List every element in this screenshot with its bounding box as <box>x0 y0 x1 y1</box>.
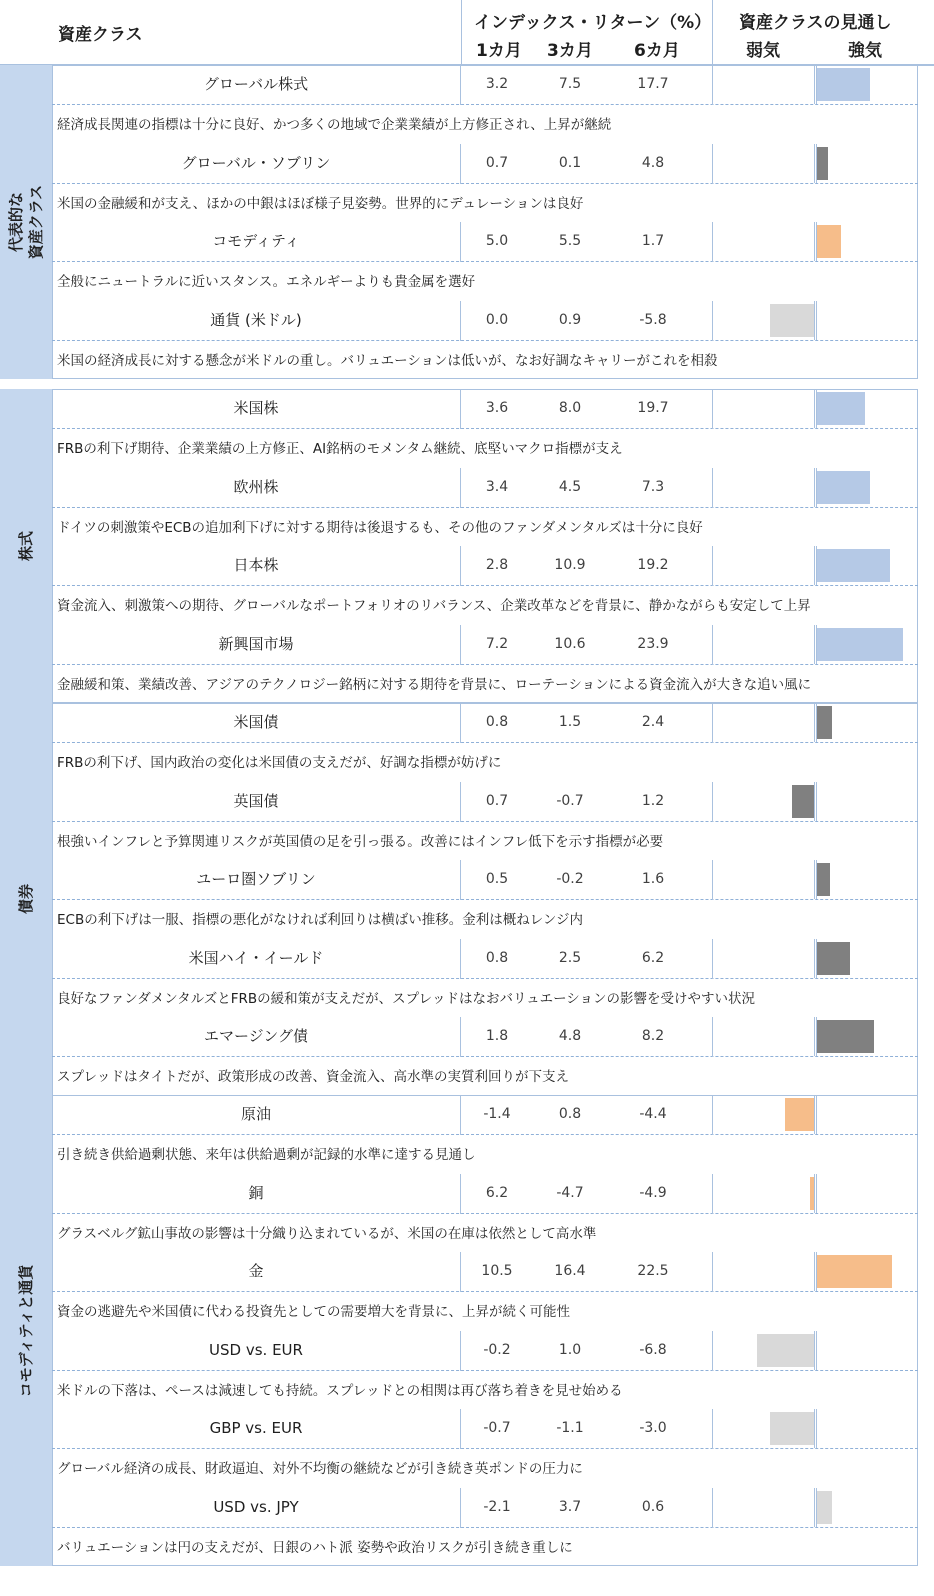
asset-row <box>52 782 918 862</box>
outlook-bar <box>817 942 850 975</box>
outlook-axis <box>814 1174 817 1213</box>
column-divider <box>460 222 461 262</box>
return-6-month: 2.4 <box>641 714 665 730</box>
return-6-month: 22.5 <box>637 1263 669 1279</box>
return-1-month: 0.5 <box>485 871 509 887</box>
asset-name: コモディティ <box>212 232 300 250</box>
asset-comment: 根強いインフレと予算関連リスクが英国債の足を引っ張る。改善にはインフレ低下を示す指標が必要 <box>57 833 664 850</box>
column-divider <box>460 1252 461 1292</box>
return-3-month: -4.7 <box>556 1184 584 1201</box>
asset-main-row <box>52 1095 918 1135</box>
return-3-month: -0.7 <box>556 792 584 809</box>
group-label-text <box>16 884 36 914</box>
outlook-axis <box>814 1409 817 1448</box>
asset-comment: 資金流入、刺激策への期待、グローバルなポートフォリオのリバランス、企業改革などを背景に、静かながらも安定して上昇 <box>57 598 811 614</box>
header-6-month: 6カ月 <box>634 41 680 61</box>
asset-row <box>52 1488 918 1568</box>
asset-row <box>52 860 918 940</box>
return-1-month: 6.2 <box>485 1184 509 1201</box>
outlook-bar <box>817 706 832 739</box>
asset-row <box>52 1017 918 1097</box>
return-3-month: 5.5 <box>558 233 582 249</box>
asset-main-row <box>52 1409 918 1449</box>
return-3-month: -0.2 <box>556 871 584 887</box>
column-divider <box>712 939 713 979</box>
column-divider <box>460 1095 461 1135</box>
header-asset-class: 資産クラス <box>58 25 143 45</box>
asset-comment: 米ドルの下落は、ペースは減速しても持続。スプレッドとの相関は再び落ち着きを見せ始める <box>57 1382 623 1399</box>
outlook-bar <box>817 225 841 258</box>
header-index-return: インデックス・リターン（%） <box>474 13 712 33</box>
asset-comment: 資金の逃避先や米国債に代わる投資先としての需要増大を背景に、上昇が続く可能性 <box>57 1304 570 1320</box>
asset-name: エマージング債 <box>203 1027 309 1045</box>
group-label-text <box>16 531 36 561</box>
return-6-month: 1.2 <box>641 792 665 809</box>
asset-name: 欧州株 <box>233 477 279 496</box>
return-6-month: 19.2 <box>637 557 669 573</box>
return-6-month: 1.7 <box>641 233 665 249</box>
return-3-month: 10.6 <box>554 635 586 652</box>
return-3-month: 10.9 <box>554 557 586 573</box>
return-3-month: 0.1 <box>558 154 582 171</box>
return-6-month: -4.4 <box>639 1106 667 1122</box>
return-1-month: -1.4 <box>483 1106 511 1122</box>
asset-comment: 良好なファンダメンタルズとFRBの緩和策が支えだが、スプレッドはなおバリュエーションの影響を受けやすい状況 <box>57 990 756 1007</box>
column-divider <box>712 1331 713 1371</box>
outlook-bar <box>817 1491 832 1524</box>
outlook-bar <box>817 68 870 101</box>
column-divider <box>712 782 713 822</box>
column-divider <box>460 782 461 822</box>
return-1-month: 1.8 <box>485 1028 509 1044</box>
column-divider <box>712 389 713 429</box>
return-1-month: -2.1 <box>483 1498 511 1515</box>
asset-group <box>0 389 934 703</box>
asset-row <box>52 625 918 705</box>
asset-row <box>52 939 918 1019</box>
asset-name: 通貨 (米ドル) <box>210 310 302 329</box>
asset-comment: グローバル経済の成長、財政逼迫、対外不均衡の継続などが引き続き英ポンドの圧力に <box>57 1461 583 1477</box>
return-3-month: 4.8 <box>558 1028 582 1044</box>
group-label-line: 資産クラス <box>27 184 45 260</box>
asset-row <box>52 1331 918 1411</box>
group-label <box>0 65 52 379</box>
return-3-month: 1.0 <box>558 1341 582 1358</box>
column-divider <box>460 625 461 665</box>
column-divider <box>712 65 713 105</box>
outlook-bar <box>817 471 870 504</box>
return-3-month: 2.5 <box>558 949 582 966</box>
asset-main-row <box>52 222 918 262</box>
group-label <box>0 389 52 703</box>
return-6-month: -4.9 <box>639 1184 667 1201</box>
return-6-month: 17.7 <box>637 76 669 92</box>
column-divider <box>460 1409 461 1449</box>
column-divider <box>712 625 713 665</box>
asset-comment: 経済成長関連の指標は十分に良好、かつ多くの地域で企業業績が上方修正され、上昇が継続 <box>57 117 612 133</box>
asset-main-row <box>52 939 918 979</box>
asset-name: USD vs. JPY <box>213 1497 299 1516</box>
return-6-month: 23.9 <box>637 635 669 652</box>
asset-row <box>52 1409 918 1489</box>
column-divider <box>460 389 461 429</box>
asset-name: USD vs. EUR <box>209 1340 303 1359</box>
column-divider <box>460 860 461 900</box>
asset-comment: 全般にニュートラルに近いスタンス。エネルギーよりも貴金属を選好 <box>57 274 476 290</box>
asset-row <box>52 546 918 626</box>
asset-main-row <box>52 468 918 508</box>
asset-name: 原油 <box>240 1105 271 1123</box>
asset-main-row <box>52 703 918 743</box>
return-6-month: 6.2 <box>641 949 665 966</box>
asset-main-row <box>52 1252 918 1292</box>
asset-name: 米国債 <box>233 713 279 731</box>
column-divider <box>712 144 713 184</box>
column-divider <box>712 222 713 262</box>
asset-main-row <box>52 860 918 900</box>
return-3-month: 1.5 <box>558 714 582 730</box>
column-divider <box>460 1017 461 1057</box>
return-6-month: -3.0 <box>639 1420 667 1436</box>
outlook-axis <box>814 1095 817 1134</box>
outlook-bar <box>817 1255 892 1288</box>
asset-row <box>52 1252 918 1332</box>
asset-main-row <box>52 144 918 184</box>
asset-row <box>52 1095 918 1175</box>
asset-main-row <box>52 301 918 341</box>
return-6-month: 1.6 <box>641 871 665 887</box>
asset-comment: 米国の経済成長に対する懸念が米ドルの重し。バリュエーションは低いが、なお好調なキャリーがこれを相殺 <box>57 352 718 369</box>
asset-main-row <box>52 546 918 586</box>
column-divider <box>460 703 461 743</box>
outlook-axis <box>814 1331 817 1370</box>
column-divider <box>460 65 461 105</box>
outlook-bar <box>817 628 903 661</box>
outlook-bar <box>770 304 814 337</box>
asset-comment: 金融緩和策、業績改善、アジアのテクノロジー銘柄に対する期待を背景に、ローテーションによる資金流入が大きな追い風に <box>57 676 812 693</box>
return-6-month: 8.2 <box>641 1028 665 1044</box>
column-divider <box>712 301 713 341</box>
asset-main-row <box>52 1017 918 1057</box>
asset-row <box>52 65 918 145</box>
column-divider <box>460 939 461 979</box>
asset-row <box>52 389 918 469</box>
return-3-month: 0.9 <box>558 311 582 328</box>
return-6-month: 19.7 <box>637 400 669 416</box>
group-label-line: 代表的な <box>7 192 25 253</box>
return-3-month: 8.0 <box>558 400 582 416</box>
return-3-month: 4.5 <box>558 478 582 495</box>
outlook-bar <box>817 1020 874 1053</box>
header-divider <box>712 0 713 64</box>
return-6-month: 7.3 <box>641 478 665 495</box>
outlook-bar <box>817 392 865 425</box>
column-divider <box>460 1174 461 1214</box>
asset-main-row <box>52 1488 918 1528</box>
return-6-month: 0.6 <box>641 1498 665 1515</box>
asset-name: 米国ハイ・イールド <box>188 948 324 967</box>
outlook-bar <box>817 863 830 896</box>
asset-group <box>0 703 934 1096</box>
return-1-month: 3.6 <box>485 400 509 416</box>
column-divider <box>712 1409 713 1449</box>
return-1-month: 0.7 <box>485 154 509 171</box>
outlook-axis <box>814 782 817 821</box>
asset-comment: 引き続き供給過剰状態、来年は供給過剰が記録的水準に達する見通し <box>57 1147 476 1163</box>
column-divider <box>460 546 461 586</box>
asset-comment: ECBの利下げは一服、指標の悪化がなければ利回りは横ばい推移。金利は概ねレンジ内 <box>57 912 584 928</box>
column-divider <box>712 1252 713 1292</box>
header-bullish: 強気 <box>848 41 882 61</box>
asset-name: 日本株 <box>233 556 279 574</box>
return-6-month: -5.8 <box>639 311 667 328</box>
group-label <box>0 703 52 1096</box>
outlook-axis <box>814 301 817 340</box>
outlook-bar <box>770 1412 814 1445</box>
asset-name: 金 <box>248 1262 264 1280</box>
outlook-bar <box>785 1098 814 1131</box>
return-1-month: 3.2 <box>485 76 509 92</box>
column-divider <box>460 468 461 508</box>
asset-main-row <box>52 1174 918 1214</box>
column-divider <box>712 860 713 900</box>
outlook-bar <box>810 1177 814 1210</box>
asset-group <box>0 65 934 379</box>
group-label-line: 株式 <box>17 530 35 562</box>
return-1-month: 5.0 <box>485 233 509 249</box>
column-divider <box>712 1174 713 1214</box>
table-header <box>0 0 934 66</box>
header-outlook: 資産クラスの見通し <box>739 13 892 33</box>
asset-name: GBP vs. EUR <box>209 1419 303 1437</box>
return-3-month: 3.7 <box>558 1498 582 1515</box>
asset-comment: FRBの利下げ期待、企業業績の上方修正、AI銘柄のモメンタム継続、底堅いマクロ指標が支え <box>57 441 623 457</box>
group-label-line: 債券 <box>17 884 35 915</box>
asset-comment: FRBの利下げ、国内政治の変化は米国債の支えだが、好調な指標が妨げに <box>57 755 502 771</box>
asset-row <box>52 222 918 302</box>
column-divider <box>460 1488 461 1528</box>
column-divider <box>712 1095 713 1135</box>
return-3-month: 16.4 <box>554 1263 586 1279</box>
header-divider <box>461 0 462 64</box>
asset-comment: バリュエーションは円の支えだが、日銀のハト派 姿勢や政治リスクが引き続き重しに <box>57 1539 573 1556</box>
group-label-text <box>6 185 46 260</box>
return-1-month: -0.2 <box>483 1341 511 1358</box>
header-3-month: 3カ月 <box>547 41 593 61</box>
asset-main-row <box>52 625 918 665</box>
return-3-month: 0.8 <box>558 1106 582 1122</box>
asset-row <box>52 301 918 381</box>
return-1-month: 0.8 <box>485 714 509 730</box>
return-3-month: -1.1 <box>556 1420 584 1436</box>
asset-name: ユーロ圏ソブリン <box>196 870 316 888</box>
asset-row <box>52 468 918 548</box>
column-divider <box>460 1331 461 1371</box>
asset-main-row <box>52 389 918 429</box>
return-1-month: 7.2 <box>485 635 509 652</box>
asset-name: 英国債 <box>233 791 279 810</box>
header-bearish: 弱気 <box>746 41 780 61</box>
asset-name: 米国株 <box>233 399 279 417</box>
asset-name: 銅 <box>248 1183 264 1202</box>
return-1-month: -0.7 <box>483 1420 511 1436</box>
asset-row <box>52 1174 918 1254</box>
column-divider <box>712 468 713 508</box>
return-1-month: 0.0 <box>485 311 509 328</box>
outlook-bar <box>757 1334 814 1367</box>
asset-comment: ドイツの刺激策やECBの追加利下げに対する期待は後退するも、その他のファンダメンタルズは十分に良好 <box>57 519 703 536</box>
column-divider <box>712 1488 713 1528</box>
column-divider <box>460 301 461 341</box>
asset-group <box>0 1095 934 1566</box>
group-label-text <box>16 1264 36 1397</box>
return-6-month: -6.8 <box>639 1341 667 1358</box>
asset-name: 新興国市場 <box>218 634 294 653</box>
column-divider <box>712 1017 713 1057</box>
asset-row <box>52 144 918 224</box>
column-divider <box>460 144 461 184</box>
outlook-bar <box>817 147 828 180</box>
asset-main-row <box>52 65 918 105</box>
asset-main-row <box>52 1331 918 1371</box>
return-1-month: 3.4 <box>485 478 509 495</box>
asset-main-row <box>52 782 918 822</box>
return-1-month: 0.7 <box>485 792 509 809</box>
outlook-bar <box>817 549 890 582</box>
group-label-line: コモディティと通貨 <box>17 1264 35 1397</box>
header-1-month: 1カ月 <box>476 41 522 61</box>
outlook-bar <box>792 785 814 818</box>
column-divider <box>712 703 713 743</box>
group-label <box>0 1095 52 1566</box>
return-1-month: 0.8 <box>485 949 509 966</box>
return-6-month: 4.8 <box>641 154 665 171</box>
asset-name: グローバル株式 <box>203 75 309 93</box>
column-divider <box>712 546 713 586</box>
asset-name: グローバル・ソブリン <box>181 153 331 172</box>
asset-row <box>52 703 918 783</box>
return-1-month: 10.5 <box>481 1263 513 1279</box>
return-1-month: 2.8 <box>485 557 509 573</box>
asset-comment: スプレッドはタイトだが、政策形成の改善、資金流入、高水準の実質利回りが下支え <box>57 1069 570 1085</box>
asset-comment: 米国の金融緩和が支え、ほかの中銀はほぼ様子見姿勢。世界的にデュレーションは良好 <box>57 195 584 212</box>
asset-comment: グラスベルグ鉱山事故の影響は十分織り込まれているが、米国の在庫は依然として高水準 <box>57 1225 597 1242</box>
return-3-month: 7.5 <box>558 76 582 92</box>
